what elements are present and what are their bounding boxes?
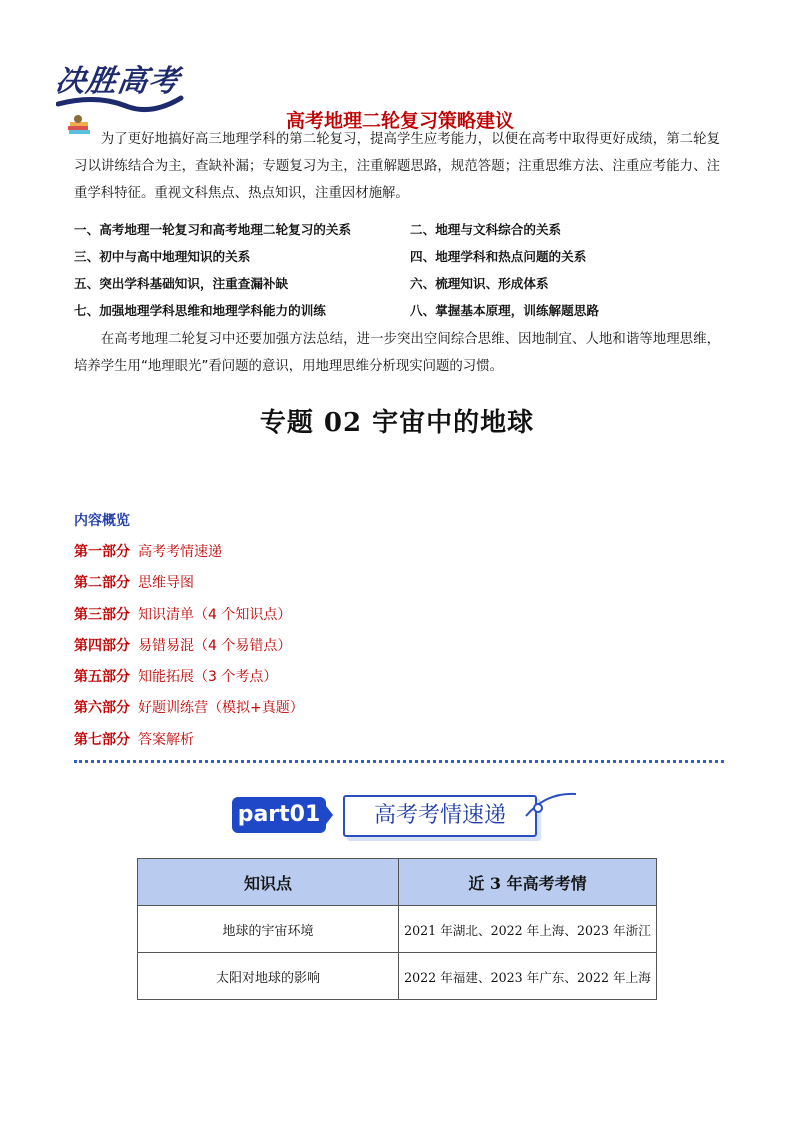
toc-part: 第五部分: [74, 669, 130, 686]
table-cell: 2021 年湖北、2022 年上海、2023 年浙江: [399, 906, 657, 953]
intro-paragraph: 为了更好地搞好高三地理学科的第二轮复习，提高学生应考能力，以便在高考中取得更好成绩，第二轮复习以讲练结合为主，查缺补漏；专题复习为主，注重解题思路，规范答题；注重思维方法、注重应考能力、注重学科特征。重视文科焦点、热点知识，注重因材施解。: [74, 132, 720, 201]
toc-title: 好题训练营（模拟+真题）: [138, 700, 304, 717]
toc-item[interactable]: [74, 729, 304, 760]
toc-title: 高考考情速递: [138, 544, 222, 560]
table-header-row: [138, 859, 657, 906]
part-label: part01: [232, 797, 326, 833]
table-cell: 地球的宇宙环境: [138, 906, 399, 953]
toc-item[interactable]: [74, 572, 304, 603]
toc-title: 答案解析: [138, 731, 194, 748]
topic-title: 专题 02 宇宙中的地球: [259, 408, 535, 438]
relation-item: 八、掌握基本原理，训练解题思路: [410, 303, 599, 318]
section-banner: [226, 788, 586, 842]
relation-item: 四、地理学科和热点问题的关系: [410, 249, 587, 264]
toc-title: 易错易混（4 个易错点）: [138, 637, 292, 654]
dotted-divider: [74, 760, 724, 763]
toc-part: 第三部分: [74, 606, 130, 623]
relation-item: 二、地理与文科综合的关系: [410, 222, 562, 237]
closing-paragraph: 在高考地理二轮复习中还要加强方法总结，进一步突出空间综合思维、因地制宜、人地和谐等地理思维，培养学生用“地理眼光”看问题的意识，用地理思维分析现实问题的习惯。: [74, 332, 720, 374]
relations-row: [74, 275, 720, 302]
part-label-arrow: [323, 802, 333, 828]
toc-title: 知能拓展（3 个考点）: [138, 669, 278, 686]
toc-title: 思维导图: [138, 575, 194, 592]
toc-item[interactable]: [74, 541, 304, 572]
toc-part: 第七部分: [74, 731, 130, 748]
relation-item: 一、高考地理一轮复习和高考地理二轮复习的关系: [74, 222, 352, 237]
exam-info-table: [137, 858, 657, 1000]
toc-item[interactable]: [74, 697, 304, 728]
logo-text: 决胜高考: [53, 64, 182, 99]
table-cell: 太阳对地球的影响: [138, 953, 399, 1000]
relations-row: [74, 221, 720, 248]
pin-icon: [516, 788, 586, 828]
overview-label: 内容概览: [74, 513, 130, 529]
main-title: 高考地理二轮复习策略建议: [285, 110, 514, 132]
table-header: 知识点: [138, 859, 399, 906]
relation-item: 七、加强地理学科思维和地理学科能力的训练: [74, 303, 326, 318]
relations-list: [74, 221, 720, 329]
toc-part: 第六部分: [74, 700, 130, 717]
table-header: 近 3 年高考考情: [399, 859, 657, 906]
table-row: [138, 953, 657, 1000]
table-cell: 2022 年福建、2023 年广东、2022 年上海: [399, 953, 657, 1000]
toc-item[interactable]: [74, 604, 304, 635]
toc-item[interactable]: [74, 635, 304, 666]
toc-title: 知识清单（4 个知识点）: [138, 606, 292, 623]
table-of-contents: [74, 541, 304, 760]
relations-row: [74, 248, 720, 275]
relation-item: 三、初中与高中地理知识的关系: [74, 249, 251, 264]
table-row: [138, 906, 657, 953]
toc-part: 第二部分: [74, 575, 130, 592]
relation-item: 五、突出学科基础知识，注重查漏补缺: [74, 276, 289, 291]
toc-part: 第四部分: [74, 637, 130, 654]
relation-item: 六、梳理知识、形成体系: [410, 276, 549, 291]
toc-part: 第一部分: [74, 544, 130, 560]
relations-row: [74, 302, 720, 329]
toc-item[interactable]: [74, 666, 304, 697]
section-title: 高考考情速递: [343, 795, 537, 837]
